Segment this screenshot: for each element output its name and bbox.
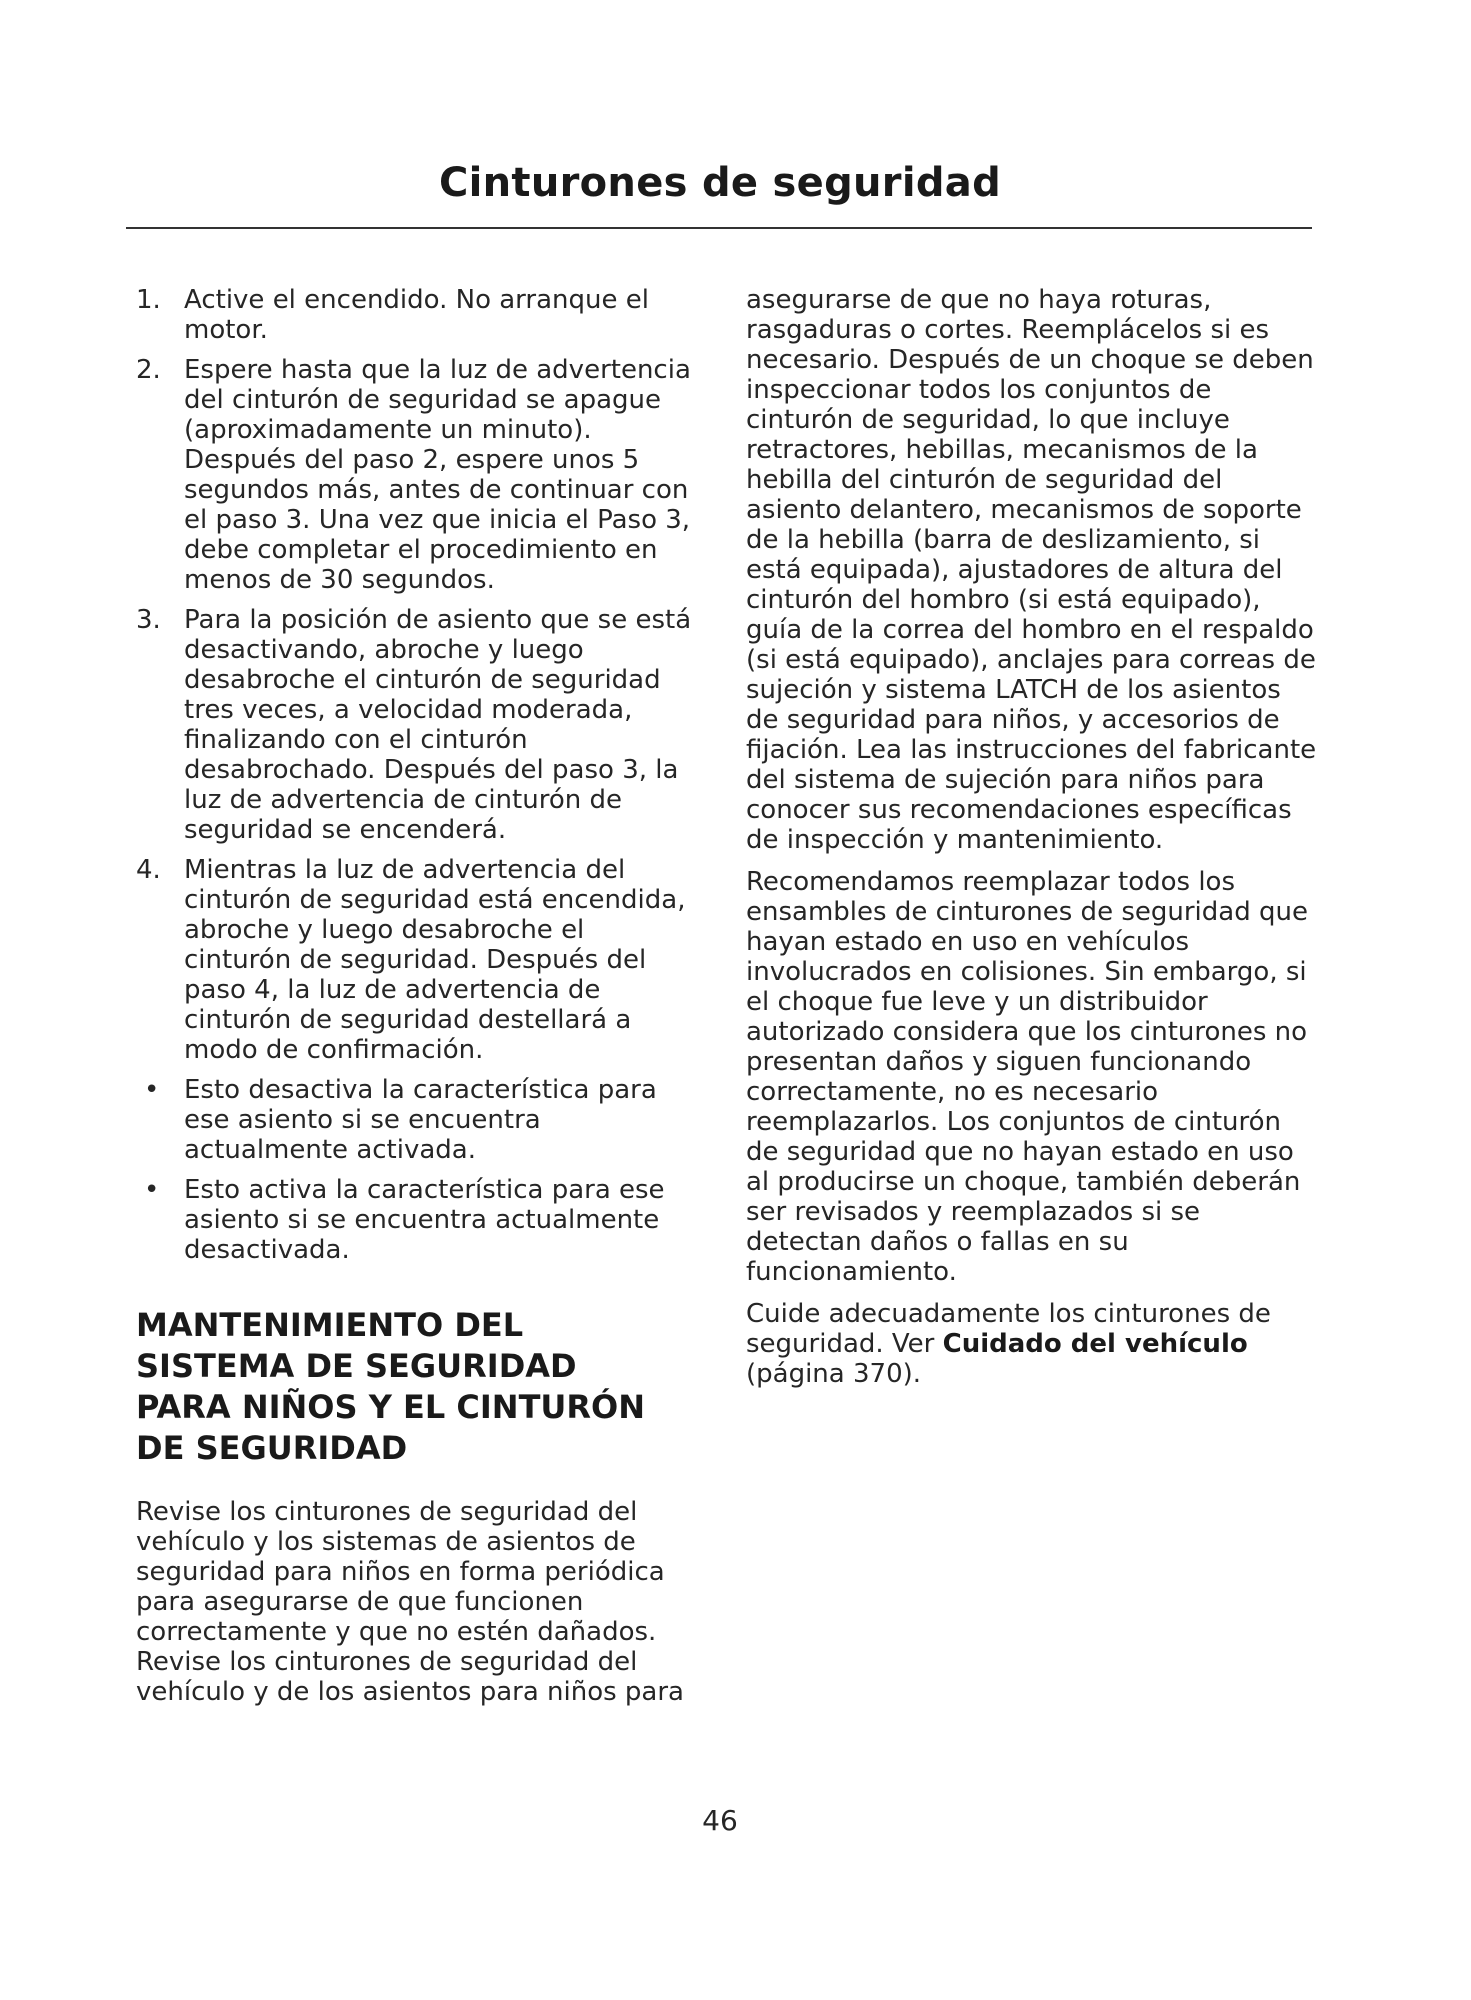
bullet-icon: • — [144, 1175, 160, 1205]
page-number: 46 — [702, 1804, 738, 1837]
paragraph-with-reference — [746, 1299, 1318, 1389]
step-number: 3. — [136, 605, 161, 635]
bullet-text: Esto activa la característica para ese asiento si se encuentra actualmente desactivada. — [184, 1175, 665, 1265]
left-column — [136, 285, 696, 1719]
reference-suffix: (página 370). — [746, 1359, 922, 1389]
step-item — [136, 355, 696, 595]
section-heading-line: SISTEMA DE SEGURIDAD — [136, 1347, 577, 1385]
bullet-item — [136, 1175, 696, 1265]
step-number: 2. — [136, 355, 161, 385]
step-item — [136, 605, 696, 845]
step-number: 4. — [136, 855, 161, 885]
paragraph: asegurarse de que no haya roturas, rasgaduras o cortes. Reemplácelos si es necesario. Después de un choque se deben inspeccionar todos los conjuntos de cinturón de seguridad, lo que incluye retractores, hebillas, mecanismos de la hebilla del cinturón de seguridad del asiento delantero, mecanismos de soporte de la hebilla (barra de deslizamiento, si está equipada), ajustadores de altura del cinturón del hombro (si está equipado), guía de la correa del hombro en el respaldo (si está equipado), anclajes para correas de sujeción y sistema LATCH de los asientos de seguridad para niños, y accesorios de fijación. Lea las instrucciones del fabricante del sistema de sujeción para niños para conocer sus recomendaciones específicas de inspección y mantenimiento. — [746, 285, 1317, 855]
reference-link[interactable]: Cuidado del vehículo — [942, 1329, 1248, 1359]
bullet-icon: • — [144, 1075, 160, 1105]
section-heading-line: DE SEGURIDAD — [136, 1429, 408, 1467]
bullet-text: Esto desactiva la característica para ese asiento si se encuentra actualmente activada. — [184, 1075, 657, 1165]
step-text: Para la posición de asiento que se está desactivando, abroche y luego desabroche el cinturón de seguridad tres veces, a velocidad moderada, finalizando con el cinturón desabrochado. Después del paso 3, la luz de advertencia de cinturón de seguridad se encenderá. — [184, 605, 692, 845]
section-heading-line: MANTENIMIENTO DEL — [136, 1306, 524, 1344]
step-text: Mientras la luz de advertencia del cinturón de seguridad está encendida, abroche y luego desabroche el cinturón de seguridad. Después del paso 4, la luz de advertencia de cinturón de seguridad destellará a modo de confirmación. — [184, 855, 686, 1065]
bullet-item — [136, 1075, 696, 1165]
step-text: Active el encendido. No arranque el motor. — [184, 285, 649, 345]
reference-prefix: Cuide adecuadamente los cinturones de seguridad. Ver — [746, 1299, 1271, 1359]
step-number: 1. — [136, 285, 161, 315]
section-heading-line: PARA NIÑOS Y EL CINTURÓN — [136, 1388, 645, 1426]
paragraph: Recomendamos reemplazar todos los ensambles de cinturones de seguridad que hayan estado en uso en vehículos involucrados en colisiones. Sin embargo, si el choque fue leve y un distribuidor autorizado considera que los cinturones no presentan daños y siguen funcionando correctamente, no es necesario reemplazarlos. Los conjuntos de cinturón de seguridad que no hayan estado en uso al producirse un choque, también deberán ser revisados y reemplazados si se detectan daños o fallas en su funcionamiento. — [746, 867, 1308, 1287]
right-column — [746, 285, 1318, 1401]
step-text: Espere hasta que la luz de advertencia del cinturón de seguridad se apague (aproximadamente un minuto). Después del paso 2, espere unos 5 segundos más, antes de continuar con el paso 3. Una vez que inicia el Paso 3, debe completar el procedimiento en menos de 30 segundos. — [184, 355, 691, 595]
title-divider — [126, 227, 1312, 229]
section-paragraph: Revise los cinturones de seguridad del vehículo y los sistemas de asientos de seguridad para niños en forma periódica para asegurarse de que funcionen correctamente y que no estén dañados. Revise los cinturones de seguridad del vehículo y de los asientos para niños para — [136, 1497, 684, 1707]
step-item — [136, 855, 696, 1065]
section-heading — [136, 1305, 696, 1469]
step-item — [136, 285, 696, 345]
page-title: Cinturones de seguridad — [438, 160, 1002, 206]
